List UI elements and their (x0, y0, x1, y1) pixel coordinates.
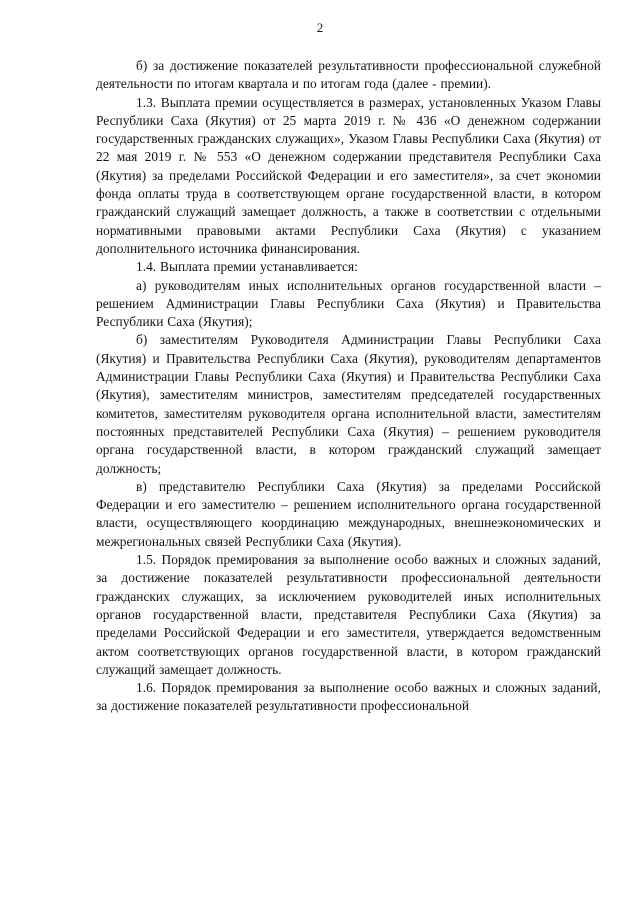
paragraph-1-5: 1.5. Порядок премирования за выполнение особо важных и сложных заданий, за достижение показателей результативности профессиональной деятельности гражданских служащих, за исключением руководителей иных исполнительных органов государственной власти, представителя Республики Саха (Якутия) за пределами Российской Федерации и его заместителя, утверждается ведомственным актом соответствующих органов государственной власти, в котором гражданский служащий замещает должность. (96, 552, 601, 677)
paragraph-1-4-b: б) заместителям Руководителя Администрации Главы Республики Саха (Якутия) и Правительства Республики Саха (Якутия), руководителям департаментов Администрации Главы Республики Саха (Якутия) и Правительства Республики Саха (Якутия), заместителям министров, заместителям председателей государственных комитетов, заместителям руководителя органа исполнительной власти, заместителям постоянных представителей Республики Саха (Якутия) – решением руководителя органа государственной власти, в котором гражданский служащий замещает должность; (96, 332, 601, 476)
paragraph-1-4-a: а) руководителям иных исполнительных органов государственной власти – решением Администрации Главы Республики Саха (Якутия) и Правительства Республики Саха (Якутия); (96, 277, 601, 330)
page-number: 2 (316, 20, 324, 35)
document-body (96, 57, 601, 716)
paragraph-1-3: 1.3. Выплата премии осуществляется в размерах, установленных Указом Главы Республики Саха (Якутия) от 25 марта 2019 г. № 436 «О денежном содержании государственных гражданских служащих», Указом Главы Республики Саха (Якутия) от 22 мая 2019 г. № 553 «О денежном содержании представителя Республики Саха (Якутия) за пределами Российской Федерации и его заместителя», за счет экономии фонда оплаты труда в соответствующем органе государственной власти, в котором гражданский служащий замещает должность, а также в соответствии с отдельными нормативными правовыми актами Республики Саха (Якутия) с указанием дополнительного источника финансирования. (96, 94, 601, 256)
paragraph-1-6: 1.6. Порядок премирования за выполнение особо важных и сложных заданий, за достижение показателей результативности профессиональной (96, 680, 601, 714)
paragraph-1-2-b: б) за достижение показателей результативности профессиональной служебной деятельности по итогам квартала и по итогам года (далее - премии). (96, 58, 601, 92)
paragraph-1-4: 1.4. Выплата премии устанавливается: (136, 259, 358, 275)
paragraph-1-4-v: в) представителю Республики Саха (Якутия) за пределами Российской Федерации и его заместителю – решением исполнительного органа государственной власти, осуществляющего координацию международных, внешнеэкономических и межрегиональных связей Республики Саха (Якутия). (96, 478, 601, 549)
